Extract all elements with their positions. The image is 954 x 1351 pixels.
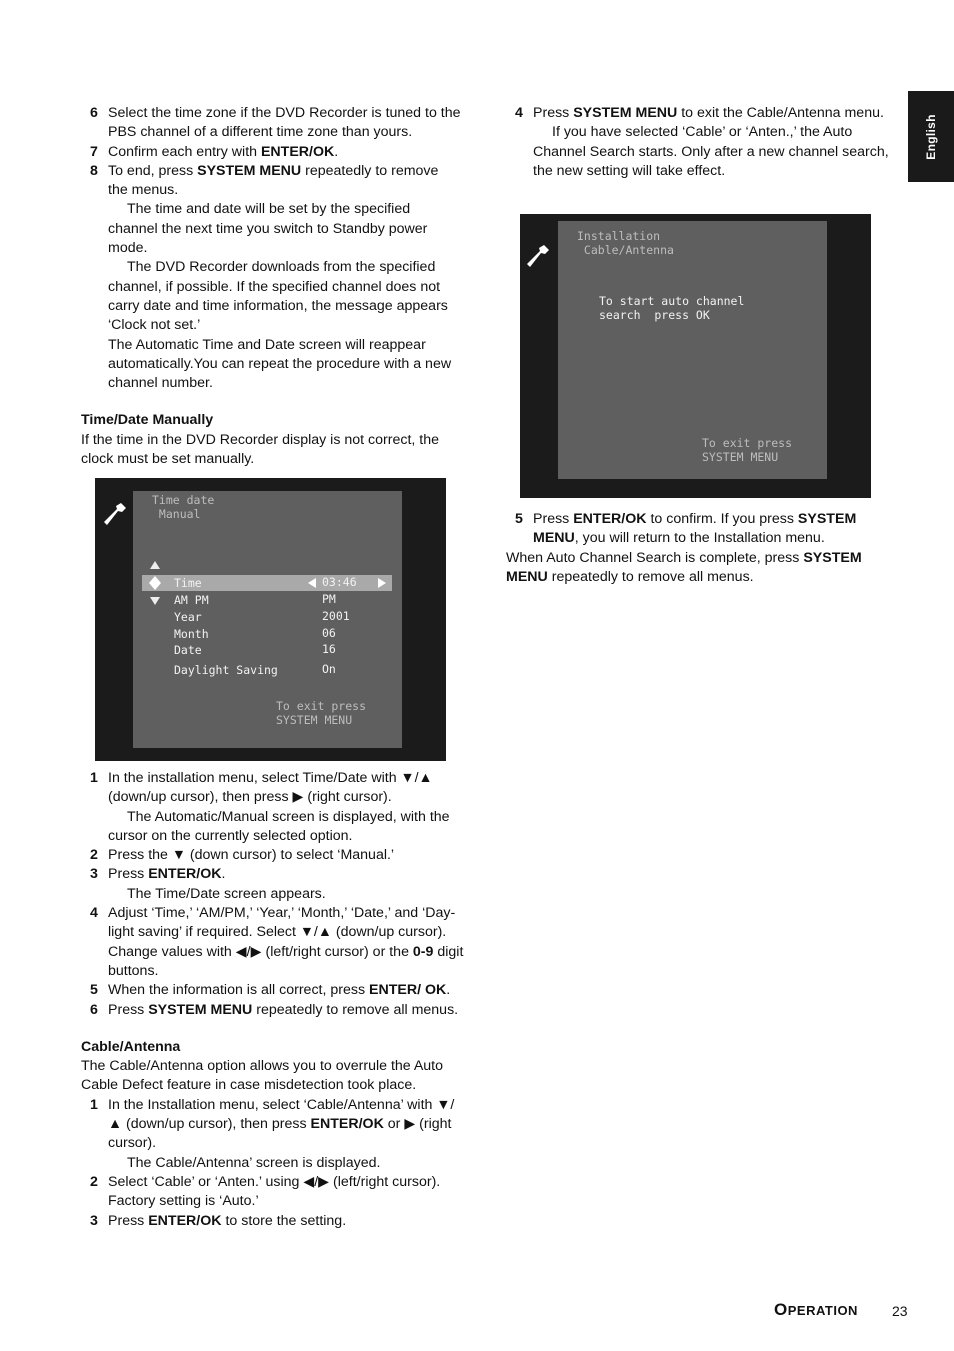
step-item [81,1001,466,1020]
setting-value[interactable]: 16 [322,642,336,656]
wrench-icon [103,502,127,528]
right-column [506,104,891,181]
up-arrow-icon [150,561,160,569]
step-item [81,104,461,143]
steps-list-c [81,1096,466,1231]
step-item [81,1212,466,1231]
note: The DVD Recorder downloads from the specified channel, if possible. If the specified channel does not carry date and time information, the message appears ‘Clock not set.’ [108,259,448,334]
step-note: The Automatic/Manual screen is displayed, with the cursor on the currently selected option. [108,808,450,844]
menu-title: Installation Cable/Antenna [577,229,674,257]
step-number: 3 [90,866,98,883]
step-text: Select the time zone if the DVD Recorder is tuned to the PBS channel of a different time zone than yours. [108,105,461,141]
time-date-screen [95,478,446,761]
menu-title: Time date Manual [152,493,215,521]
step-item [81,1096,466,1173]
section-heading: Cable/Antenna [81,1038,181,1055]
wrench-icon [526,244,550,270]
setting-label: Date [174,643,202,657]
step-text: Press ENTER/OK to confirm. If you press SYSTEM MENU, you will return to the Installation menu. [533,511,857,547]
step-text: Press ENTER/OK to store the setting. [108,1212,347,1229]
menu-panel [133,491,402,748]
setting-value[interactable]: On [322,662,336,676]
setting-label: AM PM [174,593,209,607]
language-label: English [924,113,938,160]
steps-list-a [81,104,461,200]
setting-value[interactable]: 2001 [322,609,350,623]
step-number: 5 [90,982,98,999]
step-text: In the Installation menu, select ‘Cable/Antenna’ with ▼/▲ (down/up cursor), then press ENTER/OK or ▶ (right cursor). [108,1096,455,1152]
step-item [81,904,466,981]
step-text: Select ‘Cable’ or ‘Anten.’ using ◀/▶ (left/right cursor). Factory setting is ‘Auto.’ [108,1173,441,1210]
step-5 [506,510,891,549]
step-number: 2 [90,1173,98,1190]
step-note: The Cable/Antenna’ screen is displayed. [127,1154,381,1171]
section-title: OPERATION [774,1300,858,1319]
step-number: 5 [515,511,523,527]
setting-label: Time [174,576,202,590]
step-text: Press SYSTEM MENU to exit the Cable/Antenna menu. [533,105,884,121]
intro-text: If the time in the DVD Recorder display is not correct, the clock must be set manually. [81,431,439,468]
step-item [81,162,461,201]
completion-text: When Auto Channel Search is complete, press SYSTEM MENU repeatedly to remove all menus. [506,549,862,585]
cable-antenna-screen [520,214,871,498]
setting-label: Daylight Saving [174,663,278,677]
step-text: Press the ▼ (down cursor) to select ‘Manual.’ [108,847,395,864]
menu-panel [558,221,827,479]
step-number: 1 [90,770,98,786]
setting-value[interactable]: PM [322,592,336,606]
step-number: 4 [90,905,98,922]
step-text: In the installation menu, select Time/Date with ▼/▲ (down/up cursor), then press ▶ (right cursor). [108,770,433,806]
step-item [506,510,891,549]
step-item [81,769,466,846]
step-text: Press ENTER/OK. [108,866,226,883]
step-item [81,981,466,1000]
step-number: 2 [90,847,98,864]
setting-label: Month [174,627,209,641]
intro-text: The Cable/Antenna option allows you to overrule the Auto Cable Defect feature in case misdetection took place. [81,1058,444,1094]
step-note: If you have selected ‘Cable’ or ‘Anten.,’ the Auto Channel Search starts. Only after a new channel search, the new setting will take effect. [533,124,889,179]
step-item [81,1173,466,1212]
left-column-lower [81,769,466,1231]
step-text: Confirm each entry with ENTER/OK. [108,143,339,160]
note: The Automatic Time and Date screen will reappear automatically.You can repeat the procedure with a new channel number. [108,336,452,392]
left-arrow-icon[interactable] [308,578,316,588]
language-tab [908,91,954,182]
step-number: 6 [90,105,98,121]
section-heading: Time/Date Manually [81,412,214,429]
down-arrow-icon [150,597,160,605]
step-item [81,865,466,904]
setting-label: Year [174,610,202,624]
step-text: Press SYSTEM MENU repeatedly to remove all menus. [108,1001,459,1018]
step-item [81,143,461,162]
note: The time and date will be set by the specified channel the next time you switch to Standby power mode. [108,201,428,257]
step-number: 6 [90,1001,98,1018]
updown-icon [149,576,161,590]
left-column [81,104,461,469]
steps-list-b [81,769,466,1020]
step-number: 3 [90,1212,98,1229]
step-number: 8 [90,162,98,179]
step-4 [506,104,891,181]
step-text: To end, press SYSTEM MENU repeatedly to remove the menus. [108,162,439,199]
setting-value[interactable]: 06 [322,626,336,640]
setting-value[interactable]: 03:46 [322,575,357,589]
right-column-lower [506,510,891,587]
step-item [506,104,891,181]
right-arrow-icon[interactable] [378,578,386,588]
exit-hint: To exit press SYSTEM MENU [702,436,793,464]
step-text: When the information is all correct, press ENTER/ OK. [108,982,451,999]
step-number: 4 [515,105,523,121]
step-item [81,846,466,865]
step-text: Adjust ‘Time,’ ‘AM/PM,’ ‘Year,’ ‘Month,’ ‘Date,’ and ‘Day-light saving’ if required. Select ▼/▲ (down/up cursor). Change values with ◀/▶ (left/right cursor) or the 0-9 digit buttons. [108,905,464,979]
step-number: 1 [90,1096,98,1113]
step-number: 7 [90,143,98,160]
step-note: The Time/Date screen appears. [127,885,326,902]
menu-message: To start auto channel search press OK [599,294,745,322]
page-number: 23 [892,1303,908,1319]
exit-hint: To exit press SYSTEM MENU [276,699,367,727]
